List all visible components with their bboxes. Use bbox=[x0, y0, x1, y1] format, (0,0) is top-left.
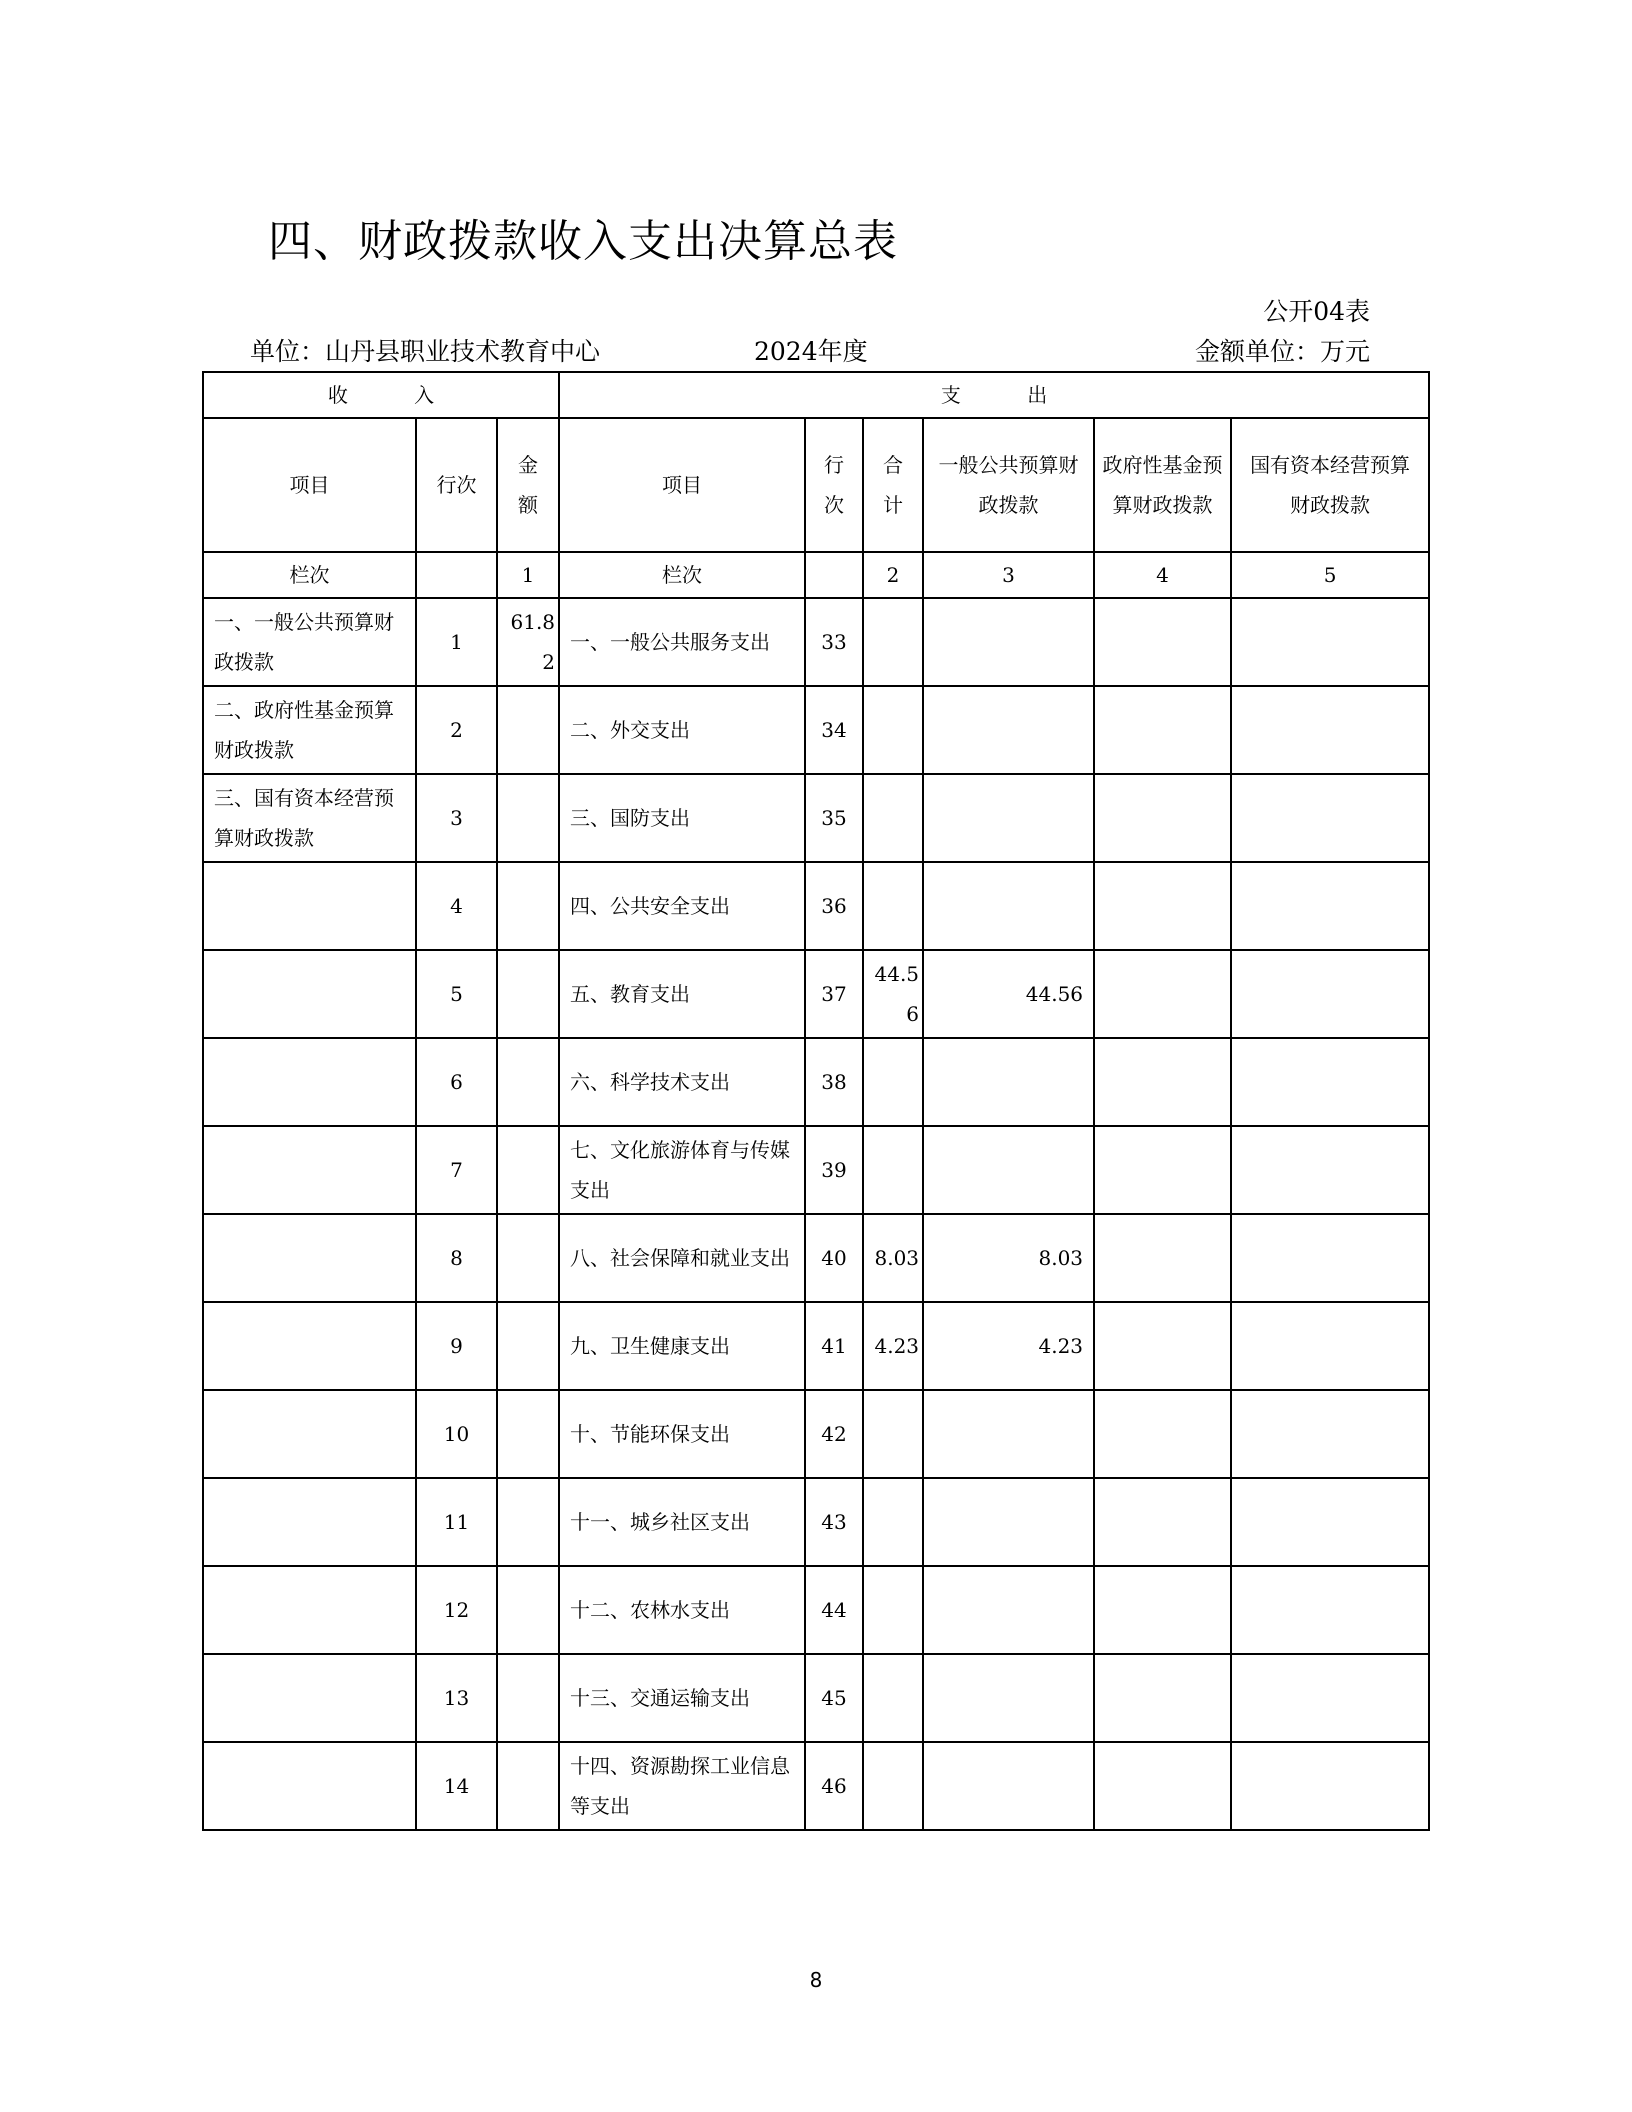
income-amount bbox=[497, 950, 559, 1038]
expense-item: 六、科学技术支出 bbox=[559, 1038, 805, 1126]
expense-line-no: 44 bbox=[805, 1566, 863, 1654]
general-budget-amount bbox=[923, 1654, 1094, 1742]
general-budget-amount bbox=[923, 1390, 1094, 1478]
income-line-no: 5 bbox=[416, 950, 497, 1038]
expense-line-no: 34 bbox=[805, 686, 863, 774]
expense-total: 44.56 bbox=[863, 950, 923, 1038]
table-code: 公开04表 bbox=[1263, 297, 1370, 326]
col-index bbox=[416, 552, 497, 598]
table-row bbox=[203, 686, 1429, 774]
table-row bbox=[203, 950, 1429, 1038]
expense-total bbox=[863, 1390, 923, 1478]
income-item bbox=[203, 950, 416, 1038]
general-budget-amount bbox=[923, 1126, 1094, 1214]
expense-item: 十三、交通运输支出 bbox=[559, 1654, 805, 1742]
gov-fund-amount bbox=[1094, 1126, 1231, 1214]
state-capital-amount bbox=[1231, 1126, 1429, 1214]
expense-item: 十一、城乡社区支出 bbox=[559, 1478, 805, 1566]
general-budget-amount bbox=[923, 598, 1094, 686]
gov-fund-amount bbox=[1094, 950, 1231, 1038]
table-row bbox=[203, 1038, 1429, 1126]
general-budget-amount: 44.56 bbox=[923, 950, 1094, 1038]
col-header: 行次 bbox=[416, 418, 497, 552]
income-amount bbox=[497, 1126, 559, 1214]
col-header: 合计 bbox=[863, 418, 923, 552]
general-budget-amount bbox=[923, 1478, 1094, 1566]
expense-line-no: 42 bbox=[805, 1390, 863, 1478]
expense-total bbox=[863, 686, 923, 774]
table-row bbox=[203, 598, 1429, 686]
table-row bbox=[203, 1478, 1429, 1566]
expense-total bbox=[863, 862, 923, 950]
income-line-no: 10 bbox=[416, 1390, 497, 1478]
expense-item: 九、卫生健康支出 bbox=[559, 1302, 805, 1390]
expense-item: 二、外交支出 bbox=[559, 686, 805, 774]
general-budget-amount bbox=[923, 1742, 1094, 1830]
expense-line-no: 39 bbox=[805, 1126, 863, 1214]
gov-fund-amount bbox=[1094, 1742, 1231, 1830]
general-budget-amount: 4.23 bbox=[923, 1302, 1094, 1390]
col-header: 项目 bbox=[203, 418, 416, 552]
col-header: 国有资本经营预算财政拨款 bbox=[1231, 418, 1429, 552]
expense-line-no: 45 bbox=[805, 1654, 863, 1742]
income-item bbox=[203, 1478, 416, 1566]
income-item bbox=[203, 1126, 416, 1214]
expense-item: 四、公共安全支出 bbox=[559, 862, 805, 950]
page-title: 四、财政拨款收入支出决算总表 bbox=[268, 216, 898, 267]
gov-fund-amount bbox=[1094, 1478, 1231, 1566]
income-item: 三、国有资本经营预算财政拨款 bbox=[203, 774, 416, 862]
income-item: 一、一般公共预算财政拨款 bbox=[203, 598, 416, 686]
state-capital-amount bbox=[1231, 598, 1429, 686]
col-index: 4 bbox=[1094, 552, 1231, 598]
unit-label: 单位：山丹县职业技术教育中心 bbox=[250, 337, 601, 366]
income-item bbox=[203, 1654, 416, 1742]
expense-total: 4.23 bbox=[863, 1302, 923, 1390]
col-index: 栏次 bbox=[559, 552, 805, 598]
state-capital-amount bbox=[1231, 1478, 1429, 1566]
income-item bbox=[203, 1390, 416, 1478]
expense-line-no: 38 bbox=[805, 1038, 863, 1126]
expense-line-no: 40 bbox=[805, 1214, 863, 1302]
table-row bbox=[203, 862, 1429, 950]
expense-line-no: 37 bbox=[805, 950, 863, 1038]
income-amount bbox=[497, 1478, 559, 1566]
expense-total bbox=[863, 1566, 923, 1654]
expense-line-no: 46 bbox=[805, 1742, 863, 1830]
expense-item: 五、教育支出 bbox=[559, 950, 805, 1038]
col-header: 行次 bbox=[805, 418, 863, 552]
col-header: 金额 bbox=[497, 418, 559, 552]
income-amount bbox=[497, 1566, 559, 1654]
income-line-no: 7 bbox=[416, 1126, 497, 1214]
gov-fund-amount bbox=[1094, 862, 1231, 950]
general-budget-amount bbox=[923, 862, 1094, 950]
expense-total bbox=[863, 598, 923, 686]
income-line-no: 13 bbox=[416, 1654, 497, 1742]
table-row bbox=[203, 1566, 1429, 1654]
expense-line-no: 35 bbox=[805, 774, 863, 862]
col-index: 1 bbox=[497, 552, 559, 598]
income-amount bbox=[497, 862, 559, 950]
income-amount bbox=[497, 1742, 559, 1830]
budget-table bbox=[202, 371, 1430, 1831]
income-amount bbox=[497, 1302, 559, 1390]
income-line-no: 9 bbox=[416, 1302, 497, 1390]
income-header: 收 入 bbox=[203, 372, 559, 418]
col-index: 5 bbox=[1231, 552, 1429, 598]
table-row bbox=[203, 1214, 1429, 1302]
expense-item: 七、文化旅游体育与传媒支出 bbox=[559, 1126, 805, 1214]
expense-total: 8.03 bbox=[863, 1214, 923, 1302]
expense-line-no: 41 bbox=[805, 1302, 863, 1390]
state-capital-amount bbox=[1231, 774, 1429, 862]
state-capital-amount bbox=[1231, 1742, 1429, 1830]
income-amount bbox=[497, 1038, 559, 1126]
gov-fund-amount bbox=[1094, 1566, 1231, 1654]
income-amount: 61.82 bbox=[497, 598, 559, 686]
table-row bbox=[203, 1742, 1429, 1830]
state-capital-amount bbox=[1231, 1390, 1429, 1478]
page-number: 8 bbox=[809, 1968, 823, 1992]
income-line-no: 14 bbox=[416, 1742, 497, 1830]
income-line-no: 12 bbox=[416, 1566, 497, 1654]
expense-total bbox=[863, 774, 923, 862]
income-line-no: 1 bbox=[416, 598, 497, 686]
income-line-no: 3 bbox=[416, 774, 497, 862]
state-capital-amount bbox=[1231, 862, 1429, 950]
income-item bbox=[203, 1038, 416, 1126]
state-capital-amount bbox=[1231, 1214, 1429, 1302]
gov-fund-amount bbox=[1094, 1214, 1231, 1302]
col-index: 3 bbox=[923, 552, 1094, 598]
general-budget-amount bbox=[923, 774, 1094, 862]
col-header: 项目 bbox=[559, 418, 805, 552]
table-row bbox=[203, 1126, 1429, 1214]
expense-line-no: 33 bbox=[805, 598, 863, 686]
income-line-no: 2 bbox=[416, 686, 497, 774]
expense-line-no: 36 bbox=[805, 862, 863, 950]
expense-header: 支 出 bbox=[559, 372, 1429, 418]
income-line-no: 6 bbox=[416, 1038, 497, 1126]
income-line-no: 11 bbox=[416, 1478, 497, 1566]
state-capital-amount bbox=[1231, 950, 1429, 1038]
expense-item: 八、社会保障和就业支出 bbox=[559, 1214, 805, 1302]
income-amount bbox=[497, 1654, 559, 1742]
income-amount bbox=[497, 1214, 559, 1302]
expense-total bbox=[863, 1654, 923, 1742]
state-capital-amount bbox=[1231, 1566, 1429, 1654]
col-index: 栏次 bbox=[203, 552, 416, 598]
year-label: 2024年度 bbox=[754, 337, 868, 366]
income-line-no: 8 bbox=[416, 1214, 497, 1302]
gov-fund-amount bbox=[1094, 686, 1231, 774]
expense-item: 十、节能环保支出 bbox=[559, 1390, 805, 1478]
expense-total bbox=[863, 1126, 923, 1214]
expense-total bbox=[863, 1742, 923, 1830]
income-item bbox=[203, 1302, 416, 1390]
money-unit-label: 金额单位：万元 bbox=[1194, 337, 1370, 366]
table-row bbox=[203, 1390, 1429, 1478]
income-item bbox=[203, 1566, 416, 1654]
expense-line-no: 43 bbox=[805, 1478, 863, 1566]
expense-total bbox=[863, 1038, 923, 1126]
general-budget-amount: 8.03 bbox=[923, 1214, 1094, 1302]
gov-fund-amount bbox=[1094, 774, 1231, 862]
col-header: 一般公共预算财政拨款 bbox=[923, 418, 1094, 552]
income-line-no: 4 bbox=[416, 862, 497, 950]
state-capital-amount bbox=[1231, 1654, 1429, 1742]
expense-item: 三、国防支出 bbox=[559, 774, 805, 862]
table-row bbox=[203, 774, 1429, 862]
expense-item: 十四、资源勘探工业信息等支出 bbox=[559, 1742, 805, 1830]
gov-fund-amount bbox=[1094, 1038, 1231, 1126]
col-header: 政府性基金预算财政拨款 bbox=[1094, 418, 1231, 552]
gov-fund-amount bbox=[1094, 1302, 1231, 1390]
gov-fund-amount bbox=[1094, 598, 1231, 686]
table-row bbox=[203, 1302, 1429, 1390]
general-budget-amount bbox=[923, 686, 1094, 774]
table-row bbox=[203, 1654, 1429, 1742]
state-capital-amount bbox=[1231, 1302, 1429, 1390]
income-item bbox=[203, 1214, 416, 1302]
state-capital-amount bbox=[1231, 686, 1429, 774]
general-budget-amount bbox=[923, 1038, 1094, 1126]
general-budget-amount bbox=[923, 1566, 1094, 1654]
expense-item: 一、一般公共服务支出 bbox=[559, 598, 805, 686]
gov-fund-amount bbox=[1094, 1654, 1231, 1742]
income-item bbox=[203, 1742, 416, 1830]
income-amount bbox=[497, 774, 559, 862]
state-capital-amount bbox=[1231, 1038, 1429, 1126]
col-index bbox=[805, 552, 863, 598]
gov-fund-amount bbox=[1094, 1390, 1231, 1478]
income-amount bbox=[497, 1390, 559, 1478]
income-amount bbox=[497, 686, 559, 774]
col-index: 2 bbox=[863, 552, 923, 598]
income-item bbox=[203, 862, 416, 950]
expense-item: 十二、农林水支出 bbox=[559, 1566, 805, 1654]
expense-total bbox=[863, 1478, 923, 1566]
income-item: 二、政府性基金预算财政拨款 bbox=[203, 686, 416, 774]
